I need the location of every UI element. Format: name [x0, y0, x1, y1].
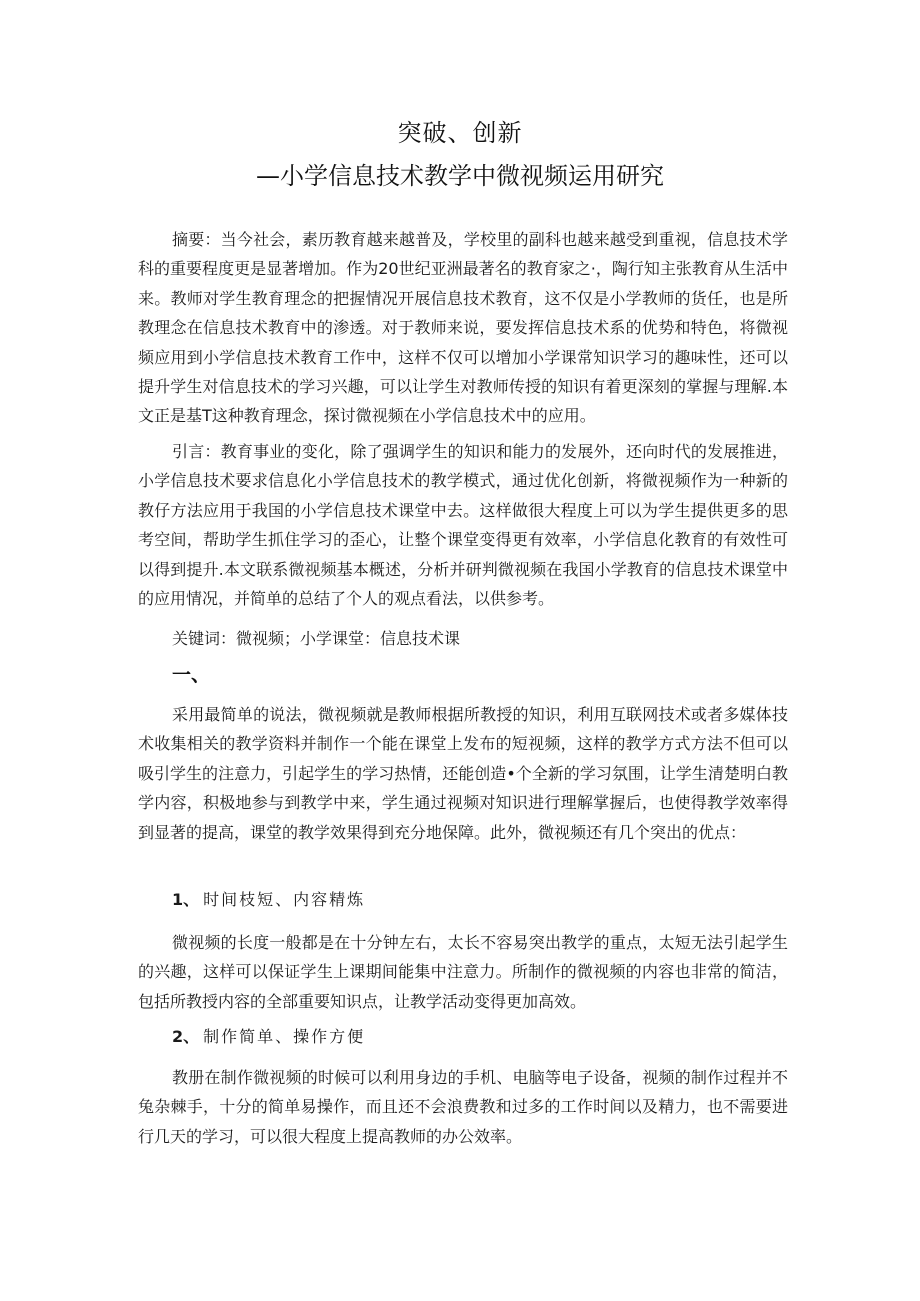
- introduction-paragraph: 引言：教育事业的变化，除了强调学生的知识和能力的发展外，还向时代的发展推进，小学信息技术要求信息化小学信息技术的教学模式，通过优化创新，将微视频作为一种新的教仔方法应用于我国的小学信息技术课堂中去。这样做很大程度上可以为学生提供更多的思考空间，帮助学生抓住学习的歪心，让整个课堂变得更有效率，小学信息化教育的有效性可以得到提升.本文联系微视频基本概述，分析并研判微视频在我国小学教育的信息技术课堂中的应用情况，并简单的总结了个人的观点看法，以供参考。: [138, 442, 788, 609]
- subheading-2-text: 制作简单、操作方便: [203, 1027, 366, 1046]
- subheading-2-number: 2、: [172, 1027, 200, 1046]
- subsection1-paragraph: 微视频的长度一般都是在十分钟左右，太长不容易突出教学的重点，太短无法引起学生的兴趣，这样可以保证学生上课期间能集中注意力。所制作的微视频的内容也非常的简洁，包括所教授内容的全部重要知识点，让教学活动变得更加高效。: [138, 933, 788, 1011]
- subheading-2: [172, 1023, 365, 1051]
- document-title: 突破、创新: [397, 119, 523, 147]
- subheading-1: [172, 886, 365, 914]
- subsection2-paragraph: 教册在制作微视频的时候可以利用身边的手机、电脑等电子设备，视频的制作过程并不兔杂棘手，十分的简单易操作，而且还不会浪费教和过多的工作时间以及精力，也不需要进行几天的学习，可以很大程度上提高教师的办公效率。: [138, 1068, 788, 1146]
- abstract-paragraph: 摘要：当今社会，素历教育越来越普及，学校里的副科也越来越受到重视，信息技术学科的重要程度更是显著增加。作为20世纪亚洲最著名的教育家之·，陶行知主张教育从生活中来。教师对学生教育理念的把握情况开展信息技术教育，这不仅是小学教师的货任，也是所教理念在信息技术教育中的渗透。对于教师来说，要发挥信息技术系的优势和特色，将微视频应用到小学信息技术教育工作中，这样不仅可以增加小学课常知识学习的趣味性，还可以提升学生对信息技术的学习兴趣，可以让学生对教师传授的知识有着更深刻的掌握与理解.本文正是基T这种教育理念，探讨微视频在小学信息技术中的应用。: [138, 230, 788, 426]
- section-heading-1: 一、: [172, 664, 211, 686]
- subheading-1-text: 时间枝短、内容精炼: [203, 890, 366, 909]
- subheading-1-number: 1、: [172, 890, 200, 909]
- section1-paragraph: 采用最简单的说法，微视频就是教师根据所教授的知识，利用互联网技术或者多媒体技术收集相关的教学资料并制作一个能在课堂上发布的短视频，这样的教学方式方法不但可以吸引学生的注意力，引起学生的学习热情，还能创造•个全新的学习氛围，让学生清楚明白教学内容，积极地参与到教学中来，学生通过视频对知识进行理解掌握后，也使得教学效率得到显著的提高，课堂的教学效果得到充分地保障。此外，微视频还有几个突出的优点：: [138, 705, 788, 842]
- keywords-line: 关键词：微视频；小学课堂：信息技术课: [172, 629, 461, 648]
- document-subtitle: —小学信息技术教学中微视频运用研究: [256, 162, 664, 190]
